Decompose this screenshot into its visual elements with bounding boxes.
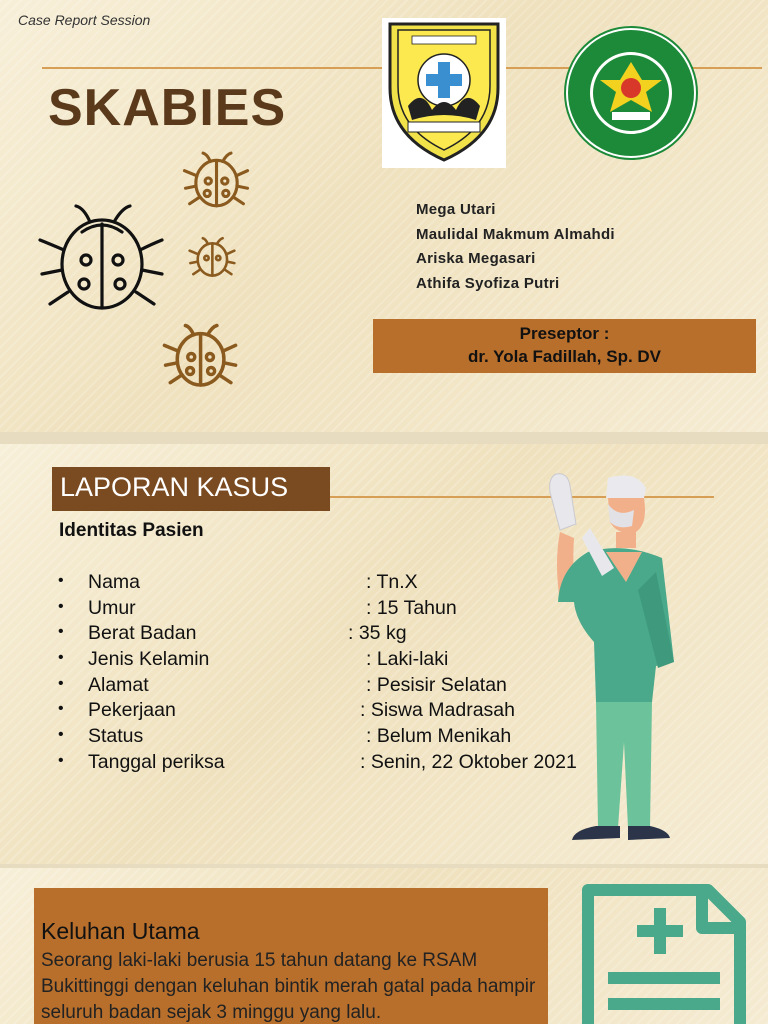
bug-icon-2 (188, 236, 236, 280)
field-value: : 35 kg (348, 622, 407, 645)
slide-gap (0, 432, 768, 444)
bug-icon-1 (182, 150, 250, 212)
author-name: Ariska Megasari (416, 250, 536, 267)
field-label: Umur (88, 596, 136, 619)
bug-icon-3 (162, 322, 238, 392)
complaint-text: Seorang laki-laki berusia 15 tahun datang ke RSAM Bukittinggi dengan keluhan bintik merah gatal pada hampir seluruh badan sejak 3 minggu yang lalu. (41, 950, 536, 1023)
author-list (416, 200, 615, 298)
preseptor-name: dr. Yola Fadillah, Sp. DV (467, 347, 662, 366)
preseptor-box (373, 319, 756, 373)
list-item (0, 571, 620, 597)
bullet-icon: • (58, 649, 64, 667)
field-label: Berat Badan (88, 622, 197, 645)
hospital-logo (382, 18, 506, 168)
patient-identity-list (0, 571, 620, 777)
patient-identity-title: Identitas Pasien (59, 520, 204, 541)
bullet-icon: • (58, 700, 64, 718)
field-value: : Laki-laki (366, 648, 449, 671)
section-heading: LAPORAN KASUS (60, 472, 289, 502)
field-label: Alamat (88, 673, 149, 696)
big-bug-icon (36, 200, 166, 320)
preseptor-label: Preseptor : (519, 324, 610, 343)
faculty-logo (562, 24, 700, 162)
list-item (0, 699, 620, 725)
list-item (0, 725, 620, 751)
main-title: SKABIES (48, 79, 287, 137)
field-value: : Senin, 22 Oktober 2021 (360, 750, 577, 773)
title-slide (0, 0, 768, 432)
author-name: Athifa Syofiza Putri (416, 274, 560, 292)
field-value: : Pesisir Selatan (366, 673, 507, 696)
list-item (0, 622, 620, 648)
bullet-icon: • (58, 572, 64, 589)
field-label: Pekerjaan (88, 699, 176, 722)
bullet-icon: • (58, 726, 64, 744)
list-item (0, 674, 620, 700)
slide-subtitle: Case Report Session (18, 12, 151, 28)
chief-complaint-slide (0, 868, 768, 1024)
faculty-emblem-icon (562, 24, 700, 162)
complaint-title: Keluhan Utama (41, 918, 200, 944)
field-label: Status (88, 725, 144, 748)
field-value: : Tn.X (366, 571, 418, 593)
field-label: Nama (88, 571, 141, 593)
list-item (0, 648, 620, 674)
bullet-icon: • (58, 751, 64, 769)
bullet-icon: • (58, 674, 64, 692)
divider-line-left (42, 67, 382, 69)
section-heading-box (52, 467, 330, 511)
field-value: : Siswa Madrasah (360, 699, 515, 722)
field-label: Tanggal periksa (88, 750, 225, 773)
doctor-illustration (546, 472, 676, 844)
author-name: Maulidal Makmum Almahdi (416, 225, 615, 243)
bullet-icon: • (58, 623, 64, 641)
bullet-icon: • (58, 597, 64, 615)
list-item (0, 751, 620, 777)
hospital-shield-icon (382, 18, 506, 168)
list-item (0, 597, 620, 623)
case-report-slide (0, 444, 768, 864)
field-value: : Belum Menikah (366, 725, 512, 748)
medical-document-icon (580, 882, 750, 1024)
field-label: Jenis Kelamin (88, 648, 210, 671)
author-name: Mega Utari (416, 201, 496, 218)
field-value: : 15 Tahun (366, 596, 457, 619)
